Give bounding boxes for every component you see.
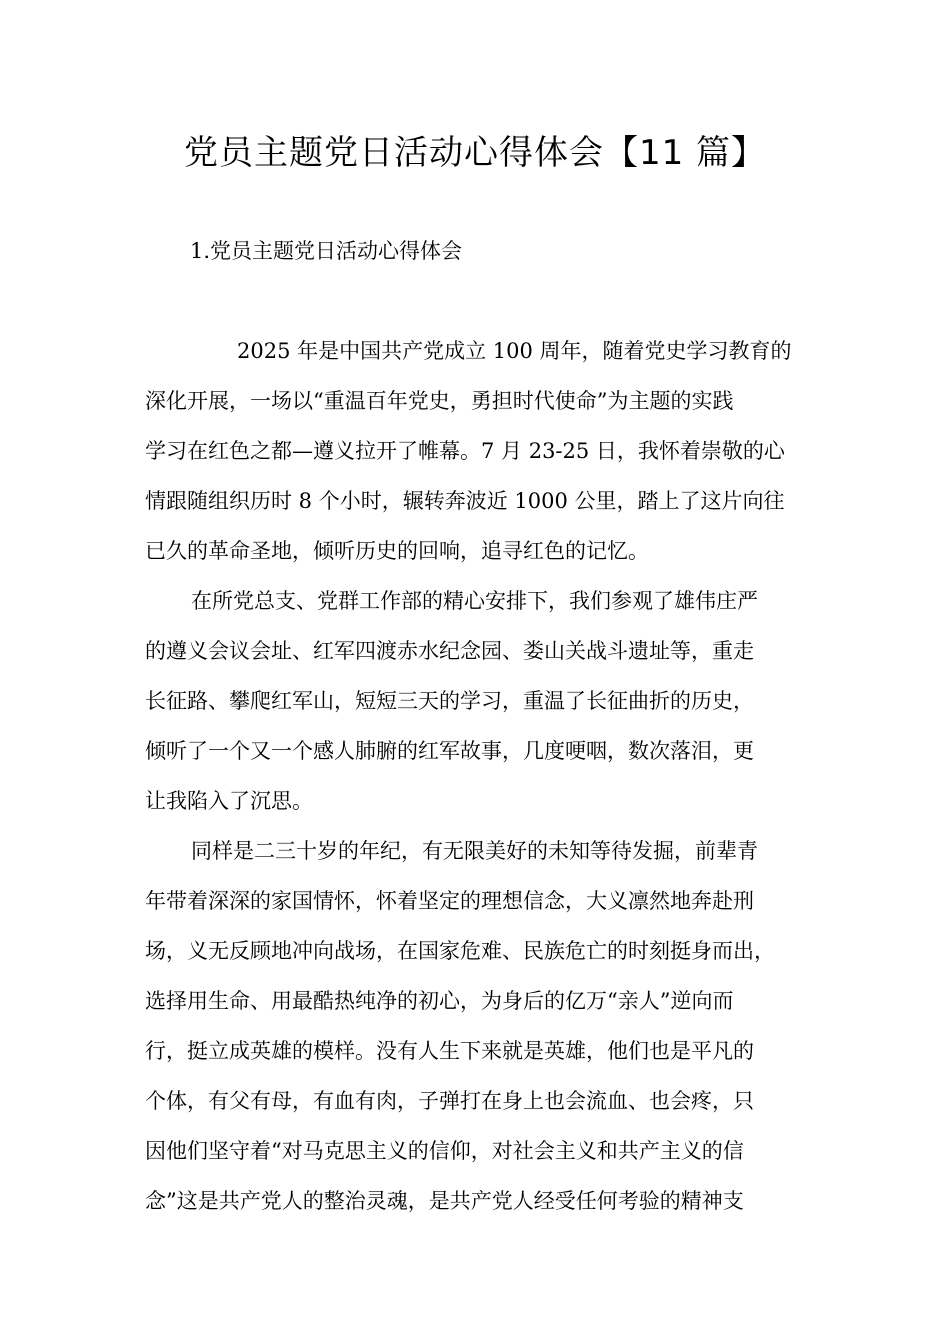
paragraph-2 [145,576,811,826]
paragraph-line: 长征路、攀爬红军山，短短三天的学习，重温了长征曲折的历史， [145,689,754,713]
section-heading: 1.党员主题党日活动心得体会 [190,239,463,263]
paragraph-line: 倾听了一个又一个感人肺腑的红军故事，几度哽咽，数次落泪，更 [145,739,754,763]
paragraph-line: 情跟随组织历时 8 个小时，辗转奔波近 1000 公里，踏上了这片向往 [145,489,785,513]
paragraph-line: 的遵义会议会址、红军四渡赤水纪念园、娄山关战斗遗址等，重走 [145,639,754,663]
paragraph-line: 在所党总支、党群工作部的精心安排下，我们参观了雄伟庄严 [191,589,758,613]
paragraph-line: 深化开展，一场以“重温百年党史，勇担时代使命”为主题的实践 [145,389,734,413]
paragraph-line: 行，挺立成英雄的模样。没有人生下来就是英雄，他们也是平凡的 [145,1039,754,1063]
document-title: 党员主题党日活动心得体会【11 篇】 [183,133,767,173]
paragraph-line: 同样是二三十岁的年纪，有无限美好的未知等待发掘，前辈青 [191,839,758,863]
paragraph-line: 年带着深深的家国情怀，怀着坚定的理想信念，大义凛然地奔赴刑 [145,889,754,913]
paragraph-line: 个体，有父有母，有血有肉，子弹打在身上也会流血、也会疼，只 [145,1089,754,1113]
paragraph-line: 场，义无反顾地冲向战场，在国家危难、民族危亡的时刻挺身而出， [145,939,775,963]
paragraph-line: 选择用生命、用最酷热纯净的初心，为身后的亿万“亲人”逆向而 [145,989,734,1013]
paragraph-line: 因他们坚守着“对马克思主义的信仰，对社会主义和共产主义的信 [145,1139,744,1163]
paragraph-line: 学习在红色之都—遵义拉开了帷幕。7 月 23-25 日，我怀着崇敬的心 [145,439,785,463]
paragraph-line: 让我陷入了沉思。 [145,789,313,813]
paragraph-1 [145,326,811,576]
paragraph-line: 念”这是共产党人的整治灵魂，是共产党人经受任何考验的精神支 [145,1189,744,1213]
paragraph-line: 已久的革命圣地，倾听历史的回响，追寻红色的记忆。 [145,539,649,563]
paragraph-line: 2025 年是中国共产党成立 100 周年，随着党史学习教育的 [237,339,792,363]
paragraph-3 [145,826,811,1226]
